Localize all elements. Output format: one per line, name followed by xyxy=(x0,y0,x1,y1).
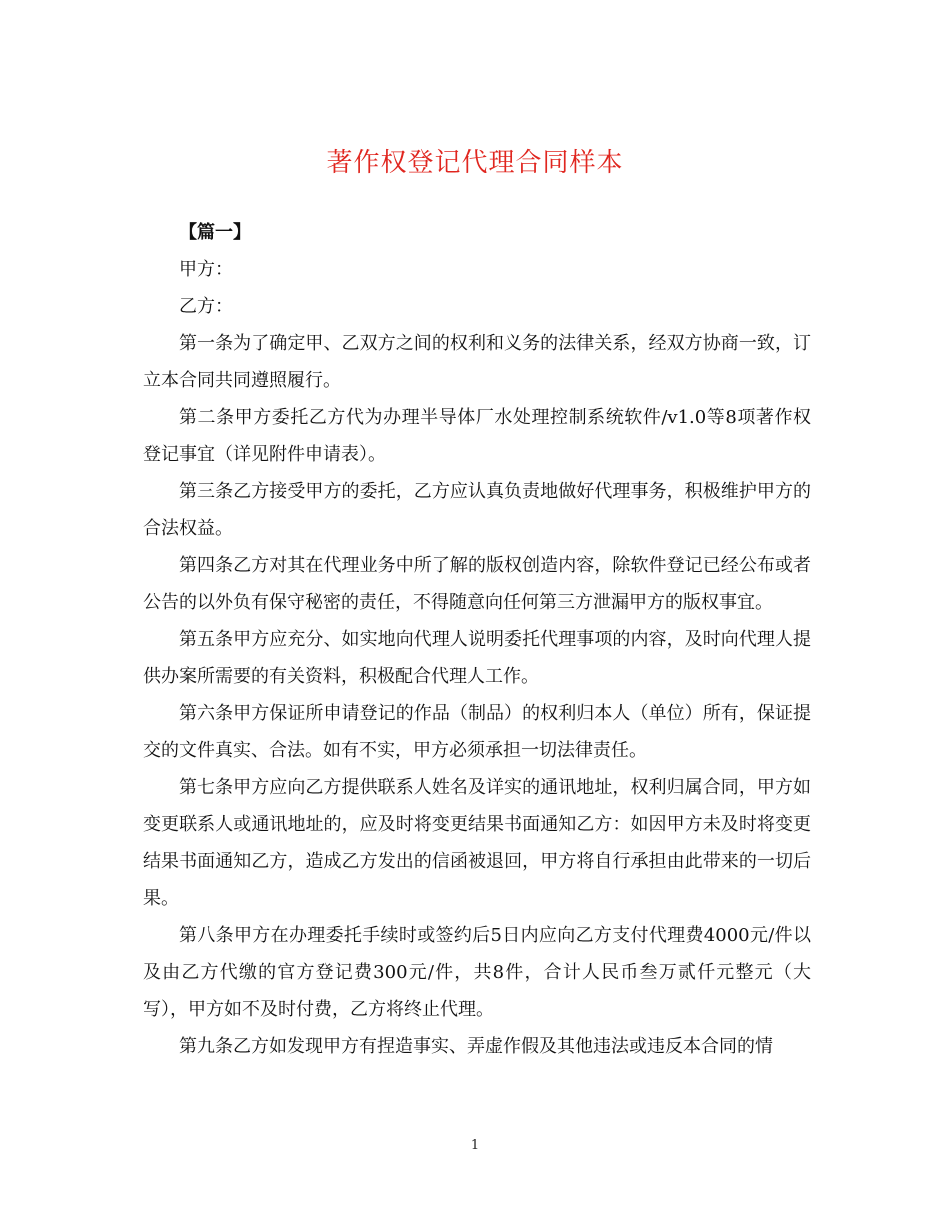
article-7: 第七条甲方应向乙方提供联系人姓名及详实的通讯地址，权利归属合同，甲方如变更联系人或通讯地址的，应及时将变更结果书面通知乙方：如因甲方未及时将变更结果书面通知乙方，造成乙方发出的信函被退回，甲方将自行承担由此带来的一切后果。 xyxy=(143,777,811,909)
page-number: 1 xyxy=(470,1138,480,1153)
article-4: 第四条乙方对其在代理业务中所了解的版权创造内容，除软件登记已经公布或者公告的以外负有保守秘密的责任，不得随意向任何第三方泄漏甲方的版权事宜。 xyxy=(143,555,811,613)
party-b-label: 乙方： xyxy=(179,296,233,317)
document-body xyxy=(143,214,811,1065)
article-3: 第三条乙方接受甲方的委托，乙方应认真负责地做好代理事务，积极维护甲方的合法权益。 xyxy=(143,481,811,539)
article-8: 第八条甲方在办理委托手续时或签约后5日内应向乙方支付代理费4000元/件以及由乙方代缴的官方登记费300元/件，共8件，合计人民币叁万贰仟元整元（大写），甲方如不及时付费，乙方将终止代理。 xyxy=(143,925,811,1020)
article-9: 第九条乙方如发现甲方有捏造事实、弄虚作假及其他违法或违反本合同的情 xyxy=(179,1036,773,1057)
document-title: 著作权登记代理合同样本 xyxy=(326,148,624,178)
section-label: 【篇一】 xyxy=(179,222,251,243)
article-2: 第二条甲方委托乙方代为办理半导体厂水处理控制系统软件/v1.0等8项著作权登记事宜（详见附件申请表）。 xyxy=(143,407,811,465)
party-a-label: 甲方： xyxy=(179,259,233,280)
article-6: 第六条甲方保证所申请登记的作品（制品）的权利归本人（单位）所有，保证提交的文件真实、合法。如有不实，甲方必须承担一切法律责任。 xyxy=(143,703,811,761)
article-1: 第一条为了确定甲、乙双方之间的权利和义务的法律关系，经双方协商一致，订立本合同共同遵照履行。 xyxy=(143,333,811,391)
article-5: 第五条甲方应充分、如实地向代理人说明委托代理事项的内容，及时向代理人提供办案所需要的有关资料，积极配合代理人工作。 xyxy=(143,629,811,687)
